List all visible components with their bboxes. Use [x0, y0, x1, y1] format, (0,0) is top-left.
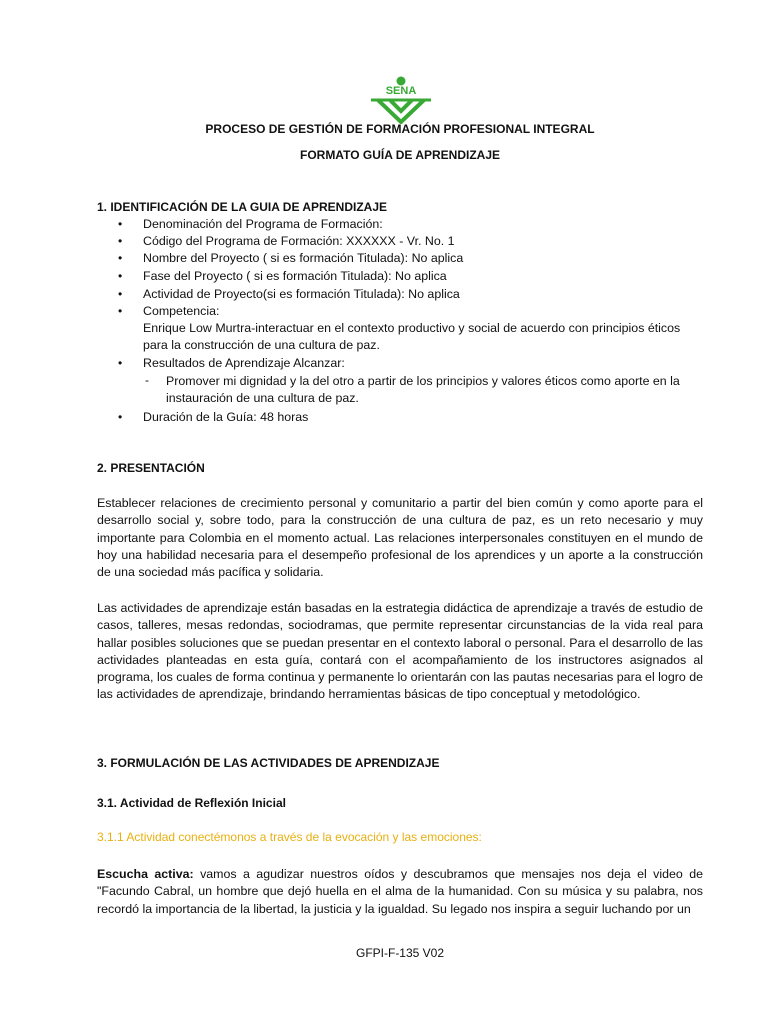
paragraph: Establecer relaciones de crecimiento personal y comunitario a partir del bien común y como aporte para el desarrollo social y, sobre todo, para la construcción de una cultura de paz, es un reto necesario y muy importante para Colombia en el momento actual. Las relaciones interpersonales constituyen en el mundo de hoy una habilidad necesaria para el desempeño profesional de los aprendices y un aporte a la construcción de una sociedad más pacífica y solidaria.: [97, 496, 703, 580]
escucha-text: vamos a agudizar nuestros oídos y descubramos que mensajes nos deja el video de "Facundo Cabral, un hombre que dejó huella en el alma de la humanidad. Con su música y su palabra, nos recordó la importancia de la libertad, la justicia y la igualdad. Su legado nos inspira a seguir luchando por un: [97, 867, 703, 916]
escucha-label: Escucha activa:: [97, 867, 194, 881]
header-process-title: PROCESO DE GESTIÓN DE FORMACIÓN PROFESIONAL INTEGRAL: [205, 122, 595, 136]
section-1-title: 1. IDENTIFICACIÓN DE LA GUIA DE APRENDIZAJE: [97, 200, 388, 214]
subsection-title: 3.1. Actividad de Reflexión Inicial: [97, 796, 286, 810]
bullet: •: [118, 410, 123, 424]
list-item: Duración de la Guía: 48 horas: [143, 410, 309, 424]
bullet: •: [118, 234, 123, 248]
competencia-text: para la construcción de una cultura de paz.: [143, 338, 380, 352]
list-item: Actividad de Proyecto(si es formación Titulada): No aplica: [143, 287, 460, 301]
bullet: •: [118, 287, 123, 301]
svg-text:SENA: SENA: [385, 85, 417, 97]
list-item: Denominación del Programa de Formación:: [143, 217, 383, 231]
list-item: Fase del Proyecto ( si es formación Titulada): No aplica: [143, 269, 447, 283]
dash-marker: -: [145, 373, 149, 387]
section-2-title: 2. PRESENTACIÓN: [97, 461, 205, 475]
list-item: Nombre del Proyecto ( si es formación Titulada): No aplica: [143, 251, 464, 265]
sena-logo: [368, 76, 434, 124]
list-item: Código del Programa de Formación: XXXXXX - Vr. No. 1: [143, 234, 455, 248]
resultado-text: instauración de una cultura de paz.: [166, 391, 359, 405]
list-item: Resultados de Aprendizaje Alcanzar:: [143, 356, 345, 370]
footer-code: GFPI-F-135 V02: [355, 946, 445, 960]
resultado-text: Promover mi dignidad y la del otro a partir de los principios y valores éticos como aporte en la: [166, 374, 680, 388]
bullet: •: [118, 356, 123, 370]
paragraph: Las actividades de aprendizaje están basadas en la estrategia didáctica de aprendizaje a través de estudio de casos, talleres, mesas redondas, sociodramas, que permite representar circunstancias de la vida real para hallar posibles soluciones que se puedan presentar en el contexto laboral o personal. Para el desarrollo de las actividades planteadas en esta guía, contará con el acompañamiento de los instructores asignados al programa, los cuales de forma continua y permanente lo orientarán con las pautas necesarias para el logro de las actividades de aprendizaje, brindando herramientas básicas de tipo conceptual y metodológico.: [97, 601, 703, 702]
bullet: •: [118, 304, 123, 318]
bullet: •: [118, 269, 123, 283]
section-3-title: 3. FORMULACIÓN DE LAS ACTIVIDADES DE APRENDIZAJE: [97, 756, 440, 770]
list-item: Competencia:: [143, 304, 220, 318]
paragraph: [97, 866, 703, 918]
header-format-title: FORMATO GUÍA DE APRENDIZAJE: [299, 148, 500, 162]
subsection-yellow-title: 3.1.1 Actividad conectémonos a través de la evocación y las emociones:: [97, 830, 482, 844]
bullet: •: [118, 251, 123, 265]
competencia-text: Enrique Low Murtra-interactuar en el contexto productivo y social de acuerdo con principios éticos: [143, 321, 681, 335]
bullet: •: [118, 217, 123, 231]
